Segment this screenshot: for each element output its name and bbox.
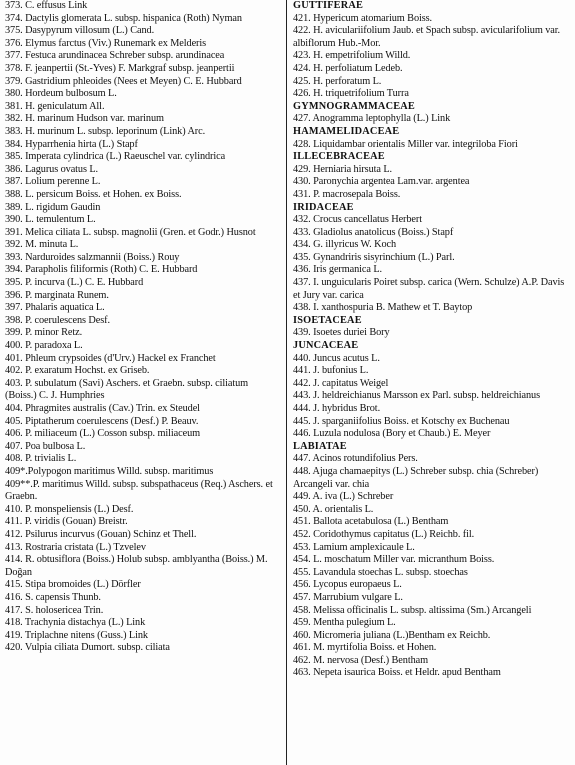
species-entry: 411. P. viridis (Gouan) Breistr.	[5, 516, 128, 528]
species-entry: 421. Hypericum atomarium Boiss.	[293, 12, 433, 24]
family-heading: GYMNOGRAMMACEAE	[293, 100, 415, 112]
species-entry: 446. Luzula nodulosa (Bory et Chaub.) E. Meyer	[293, 428, 491, 440]
species-entry: 439. Isoetes duriei Bory	[293, 327, 390, 339]
species-entry: 442. J. capitatus Weigel	[293, 377, 389, 389]
species-entry: 408. P. trivialis L.	[5, 453, 77, 465]
species-entry: 441. J. bufonius L.	[293, 365, 369, 377]
species-entry: 373. C. effusus Link	[5, 0, 88, 11]
species-entry: 448. Ajuga chamaepitys (L.) Schreber subsp. chia (Schreber) Arcangeli var. chia	[293, 465, 539, 490]
species-entry: 390. L. temulentum L.	[5, 214, 96, 226]
species-entry: 427. Anogramma leptophylla (L.) Link	[293, 113, 451, 125]
species-entry: 405. Piptatherum coerulescens (Desf.) P. Beauv.	[5, 415, 199, 427]
species-entry: 410. P. monspeliensis (L.) Desf.	[5, 503, 134, 515]
species-entry: 432. Crocus cancellatus Herbert	[293, 214, 422, 226]
species-entry: 431. P. macrosepala Boiss.	[293, 188, 401, 200]
family-heading: LABIATAE	[293, 440, 347, 452]
species-entry: 385. Imperata cylindrica (L.) Raeuschel var. cylindrica	[5, 151, 226, 163]
species-entry: 445. J. sparganiifolius Boiss. et Kotschy ex Buchenau	[293, 415, 510, 427]
species-entry: 396. P. marginata Runem.	[5, 289, 109, 301]
species-entry: 440. Juncus acutus L.	[293, 352, 380, 364]
family-heading: ISOETACEAE	[293, 314, 362, 326]
species-entry: 434. G. illyricus W. Koch	[293, 239, 397, 251]
species-entry: 462. M. nervosa (Desf.) Bentham	[293, 654, 429, 666]
species-entry: 409*.Polypogon maritimus Willd. subsp. maritimus	[5, 465, 214, 477]
species-entry: 449. A. iva (L.) Schreber	[293, 491, 394, 503]
species-entry: 423. H. empetrifolium Willd.	[293, 50, 411, 62]
species-entry: 387. Lolium perenne L.	[5, 176, 101, 188]
species-entry: 438. I. xanthospuria B. Mathew et T. Baytop	[293, 302, 473, 314]
species-entry: 404. Phragmites australis (Cav.) Trin. ex Steudel	[5, 403, 200, 414]
species-entry: 377. Festuca arundinacea Schreber subsp. arundinacea	[5, 50, 225, 62]
species-entry: 379. Gastridium phleoides (Nees et Meyen) C. E. Hubbard	[5, 75, 242, 87]
left-column	[0, 0, 287, 765]
species-entry: 450. A. orientalis L.	[293, 503, 374, 515]
species-entry: 422. H. aviculariifolium Jaub. et Spach subsp. avicularifolium var. albiflorum Hub.-Mor.	[293, 25, 560, 49]
species-entry: 399. P. minor Retz.	[5, 327, 83, 339]
family-heading: IRIDACEAE	[293, 201, 354, 213]
species-entry: 413. Rostraria cristata (L.) Tzvelev	[5, 541, 146, 553]
species-entry: 460. Micromeria juliana (L.)Bentham ex Reichb.	[293, 629, 491, 641]
species-entry: 374. Dactylis glomerata L. subsp. hispanica (Roth) Nyman	[5, 12, 242, 24]
species-entry: 415. Stipa bromoides (L.) Dörfler	[5, 579, 141, 591]
family-heading: HAMAMELIDACEAE	[293, 125, 400, 137]
species-entry: 433. Gladiolus anatolicus (Boiss.) Stapf	[293, 226, 454, 238]
species-entry: 402. P. exaratum Hochst. ex Griseb.	[5, 365, 150, 377]
species-entry: 407. Poa bulbosa L.	[5, 440, 86, 452]
family-heading: GUTTIFERAE	[293, 0, 364, 11]
species-entry: 456. Lycopus europaeus L.	[293, 579, 402, 591]
species-entry: 397. Phalaris aquatica L.	[5, 302, 105, 314]
species-entry: 388. L. persicum Boiss. et Hohen. ex Boiss.	[5, 188, 182, 200]
species-entry: 418. Trachynia distachya (L.) Link	[5, 617, 146, 629]
species-entry: 401. Phleum crypsoides (d'Urv.) Hackel ex Franchet	[5, 352, 216, 364]
family-heading: ILLECEBRACEAE	[293, 151, 385, 163]
species-entry: 384. Hyparrhenia hirta (L.) Stapf	[5, 138, 138, 150]
species-entry: 428. Liquidambar orientalis Miller var. integriloba Fiori	[293, 138, 518, 150]
species-entry: 419. Triplachne nitens (Guss.) Link	[5, 629, 148, 641]
species-entry: 435. Gynandriris sisyrinchium (L.) Parl.	[293, 251, 455, 263]
species-entry: 426. H. triquetrifolium Turra	[293, 88, 409, 100]
species-entry: 389. L. rigidum Gaudin	[5, 201, 101, 213]
species-entry: 463. Nepeta isaurica Boiss. et Heldr. apud Bentham	[293, 667, 501, 679]
species-entry: 400. P. paradoxa L.	[5, 340, 83, 352]
species-entry: 443. J. heldreichianus Marsson ex Parl. subsp. heldreichianus	[293, 390, 540, 402]
species-entry: 386. Lagurus ovatus L.	[5, 163, 99, 175]
species-entry: 429. Herniaria hirsuta L.	[293, 163, 393, 175]
species-entry: 416. S. capensis Thunb.	[5, 591, 101, 603]
species-entry: 393. Narduroides salzmannii (Boiss.) Rouy	[5, 251, 180, 263]
species-entry: 376. Elymus farctus (Viv.) Runemark ex Melderis	[5, 37, 207, 49]
species-entry: 457. Marrubium vulgare L.	[293, 591, 403, 603]
species-entry: 430. Paronychia argentea Lam.var. argentea	[293, 176, 470, 188]
species-entry: 375. Dasypyrum villosum (L.) Cand.	[5, 25, 155, 37]
species-entry: 403. P. subulatum (Savi) Aschers. et Graebn. subsp. ciliatum (Boiss.) C. J. Humphries	[5, 377, 249, 402]
species-entry: 378. F. jeanpertii (St.-Yves) F. Markgraf subsp. jeanpertii	[5, 62, 235, 74]
species-entry: 453. Lamium amplexicaule L.	[293, 541, 415, 553]
species-entry: 412. Psilurus incurvus (Gouan) Schinz et Thell.	[5, 528, 197, 540]
species-entry: 451. Ballota acetabulosa (L.) Bentham	[293, 516, 449, 528]
species-entry: 444. J. hybridus Brot.	[293, 403, 381, 414]
species-entry: 461. M. myrtifolia Boiss. et Hohen.	[293, 642, 437, 654]
species-entry: 454. L. moschatum Miller var. micranthum Boiss.	[293, 554, 495, 566]
species-entry: 383. H. murinum L. subsp. leporinum (Link) Arc.	[5, 125, 206, 137]
species-entry: 425. H. perforatum L.	[293, 75, 382, 87]
species-entry: 417. S. holosericea Trin.	[5, 604, 104, 616]
species-entry: 394. Parapholis filiformis (Roth) C. E. Hubbard	[5, 264, 198, 276]
species-entry: 406. P. miliaceum (L.) Cosson subsp. miliaceum	[5, 428, 201, 440]
species-entry: 447. Acinos rotundifolius Pers.	[293, 453, 418, 465]
right-column	[287, 0, 575, 765]
species-entry: 398. P. coerulescens Desf.	[5, 314, 110, 326]
species-entry: 455. Lavandula stoechas L. subsp. stoechas	[293, 566, 468, 578]
species-entry: 424. H. perfoliatum Ledeb.	[293, 62, 403, 74]
species-entry: 459. Mentha pulegium L.	[293, 617, 396, 629]
species-entry: 414. R. obtusiflora (Boiss.) Holub subsp. amblyantha (Boiss.) M. Doğan	[5, 554, 268, 578]
species-entry: 391. Melica ciliata L. subsp. magnolii (Gren. et Godr.) Husnot	[5, 226, 256, 238]
species-entry: 458. Melissa officinalis L. subsp. altissima (Sm.) Arcangeli	[293, 604, 532, 616]
species-entry: 437. I. unguicularis Poiret subsp. carica (Wern. Schulze) A.P. Davis et Jury var. carica	[293, 277, 565, 301]
species-entry: 382. H. marinum Hudson var. marinum	[5, 113, 164, 125]
family-heading: JUNCACEAE	[293, 340, 359, 352]
species-entry: 420. Vulpia ciliata Dumort. subsp. ciliata	[5, 642, 170, 654]
species-entry: 381. H. geniculatum All.	[5, 100, 105, 112]
species-entry: 436. Iris germanica L.	[293, 264, 383, 276]
species-entry: 409**.P. maritimus Willd. subsp. subspathaceus (Req.) Aschers. et Graebn.	[5, 478, 273, 503]
species-entry: 452. Coridothymus capitatus (L.) Reichb. fil.	[293, 528, 475, 540]
species-entry: 392. M. minuta L.	[5, 239, 79, 251]
species-entry: 395. P. incurva (L.) C. E. Hubbard	[5, 277, 144, 289]
species-entry: 380. Hordeum bulbosum L.	[5, 88, 117, 100]
